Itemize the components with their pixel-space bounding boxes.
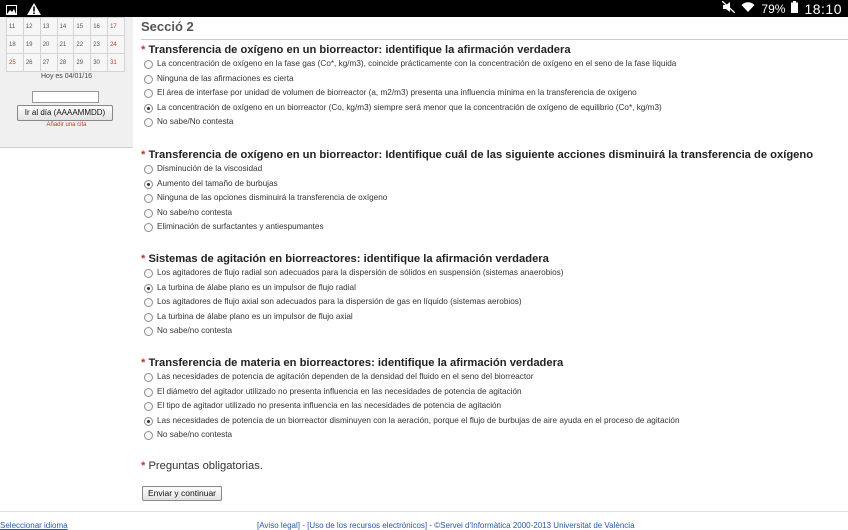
question-title-text: Transferencia de oxígeno en un biorreactor: Identifique cuál de las siguiente acciones disminuirá la transferencia de oxígeno [148,149,814,161]
radio-button[interactable] [144,284,153,293]
section-title: Secció 2 [141,19,194,34]
answer-option[interactable] [141,310,563,325]
radio-button[interactable] [144,118,153,127]
answer-option-label: Ninguna de las afirmaciones es cierta [157,73,294,83]
status-bar [0,0,848,17]
answer-option[interactable] [141,399,680,414]
radio-button[interactable] [144,313,153,322]
required-mark: * [141,253,146,265]
answer-option-label: Los agitadores de flujo axial son adecuados para la dispersión de gas en líquido (sistemas aerobios) [157,297,522,306]
calendar-day[interactable]: 17 [108,18,125,36]
radio-button[interactable] [144,209,153,218]
battery-level: 79% [761,1,786,16]
battery-icon [791,1,798,16]
today-label: Hoy es 04/01/16 [41,73,92,80]
radio-button[interactable] [144,431,153,440]
calendar-day[interactable]: 24 [108,36,125,54]
radio-button[interactable] [144,402,153,411]
answer-option[interactable] [141,177,813,192]
answer-option-label: El tipo de agitador utilizado no presenta influencia en las necesidades de potencia de agitación [157,401,502,410]
radio-button[interactable] [144,180,153,189]
go-to-date-button[interactable]: Ir al día (AAAAMMDD) [17,105,113,121]
answer-option[interactable] [141,162,813,177]
calendar-day[interactable]: 23 [91,36,108,54]
footer-links[interactable]: [Aviso legal] - [Uso de los recursos electrónicos] - ©Servei d'Informàtica 2000-2013 Universitat de València [257,521,635,530]
add-appointment-link[interactable]: Añadir una cita [46,122,87,128]
calendar-day[interactable]: 15 [74,18,91,36]
select-language-link[interactable]: Seleccionar idioma [0,521,68,530]
calendar-day[interactable]: 27 [40,54,57,72]
answer-option-label: La turbina de álabe plano es un impulsor de flujo axial [157,311,353,321]
radio-button[interactable] [144,373,153,382]
answer-option-label: No sabe/No contesta [157,117,234,126]
radio-button[interactable] [144,60,153,69]
answer-option-label: Ninguna de las opciones disminuirá la transferencia de oxígeno [157,193,388,202]
calendar-day[interactable]: 22 [74,36,91,54]
radio-button[interactable] [144,388,153,397]
calendar-day[interactable]: 29 [74,54,91,72]
answer-option[interactable] [141,370,680,385]
radio-button[interactable] [144,327,153,336]
mute-icon [722,1,735,16]
calendar-day[interactable]: 31 [108,54,125,72]
calendar-day[interactable]: 19 [23,36,40,54]
calendar-day[interactable]: 13 [40,18,57,36]
calendar-day[interactable]: 20 [40,36,57,54]
calendar-day[interactable]: 25 [7,54,24,72]
footer-divider [0,511,848,512]
question-title-text: Transferencia de oxígeno en un biorreactor: identifique la afirmación verdadera [148,44,571,56]
wifi-icon [741,1,755,16]
answer-option[interactable] [141,266,563,281]
answer-option[interactable] [141,414,680,429]
answer-option[interactable] [141,115,676,130]
answer-option[interactable] [141,72,676,87]
answer-option-label: Las necesidades de potencia de un biorreactor disminuyen con la aeración, porque el flujo de burbujas de aire ayuda en el proceso de agitación [157,415,680,425]
radio-button[interactable] [144,165,153,174]
answer-option[interactable] [141,220,813,235]
divider [141,39,848,40]
question-block [141,252,563,339]
radio-button[interactable] [144,417,153,426]
answer-option[interactable] [141,428,680,443]
answer-option[interactable] [141,385,680,400]
answer-option[interactable] [141,86,676,101]
clock: 18:10 [804,0,842,17]
required-mark: * [141,149,146,161]
required-mark: * [141,357,146,369]
answer-option[interactable] [141,101,676,116]
answer-option[interactable] [141,191,813,206]
radio-button[interactable] [144,194,153,203]
answer-option-label: Las necesidades de potencia de agitación dependen de la densidad del fluido en el seno del biorreactor [157,372,534,381]
question-title [141,43,676,57]
calendar-day[interactable]: 16 [91,18,108,36]
answer-option-label: El área de interfase por unidad de volumen de biorreactor (a, m2/m3) presenta una influencia mínima en la transferencia de oxígeno [157,88,637,97]
calendar-day[interactable]: 18 [7,36,24,54]
question-title-text: Transferencia de materia en biorreactores: identifique la afirmación verdadera [148,357,564,369]
answer-option-label: Disminución de la viscosidad [157,164,263,173]
radio-button[interactable] [144,269,153,278]
answer-option-label: Eliminación de surfactantes y antiespumantes [157,222,324,231]
answer-option[interactable] [141,206,813,221]
calendar-day[interactable]: 12 [23,18,40,36]
answer-option-label: La turbina de álabe plano es un impulsor de flujo radial [157,282,356,292]
question-title [141,148,813,162]
required-mark: * [141,460,146,472]
answer-option-label: El diámetro del agitador utilizado no presenta influencia en las necesidades de potencia de agitación [157,386,522,396]
radio-button[interactable] [144,223,153,232]
calendar-day[interactable]: 26 [23,54,40,72]
sidebar [0,17,133,148]
answer-option-label: Los agitadores de flujo radial son adecuados para la dispersión de sólidos en suspensión (sistemas anaerobios) [157,268,564,277]
question-block [141,43,676,130]
answer-option-label: No sabe/no contesta [157,207,233,217]
answer-option-label: Aumento del tamaño de burbujas [157,178,278,188]
answer-option[interactable] [141,324,563,339]
radio-button[interactable] [144,104,153,113]
calendar-day[interactable]: 21 [57,36,74,54]
question-title [141,252,563,266]
radio-button[interactable] [144,75,153,84]
calendar-day[interactable]: 30 [91,54,108,72]
answer-option[interactable] [141,281,563,296]
calendar-week-row [7,18,125,36]
answer-option-label: La concentración de oxígeno en un biorreactor (Co, kg/m3) siempre será menor que la concentración de oxígeno de equilibrio (Co*, kg/m3) [157,102,662,112]
date-input[interactable] [32,91,99,103]
required-mark: * [141,44,146,56]
calendar-day[interactable]: 28 [57,54,74,72]
question-title [141,356,680,370]
radio-button[interactable] [144,89,153,98]
question-block [141,148,813,235]
calendar-day[interactable]: 14 [57,18,74,36]
question-block [141,356,680,443]
radio-button[interactable] [144,298,153,307]
required-note-text: Preguntas obligatorias. [148,460,263,472]
required-note [141,460,263,472]
calendar-week-row [7,36,125,54]
calendar [6,17,125,72]
question-title-text: Sistemas de agitación en biorreactores: identifique la afirmación verdadera [148,253,549,265]
submit-continue-button[interactable]: Enviar y continuar [142,486,222,501]
answer-option-label: No sabe/no contesta [157,326,233,335]
answer-option-label: La concentración de oxígeno en la fase gas (Co*, kg/m3), coincide prácticamente con la concentración de oxígeno en el seno de la fase líquida [157,59,677,68]
answer-option[interactable] [141,57,676,72]
answer-option-label: No sabe/no contesta [157,430,233,439]
calendar-week-row [7,54,125,72]
calendar-day[interactable]: 11 [7,18,24,36]
answer-option[interactable] [141,295,563,310]
